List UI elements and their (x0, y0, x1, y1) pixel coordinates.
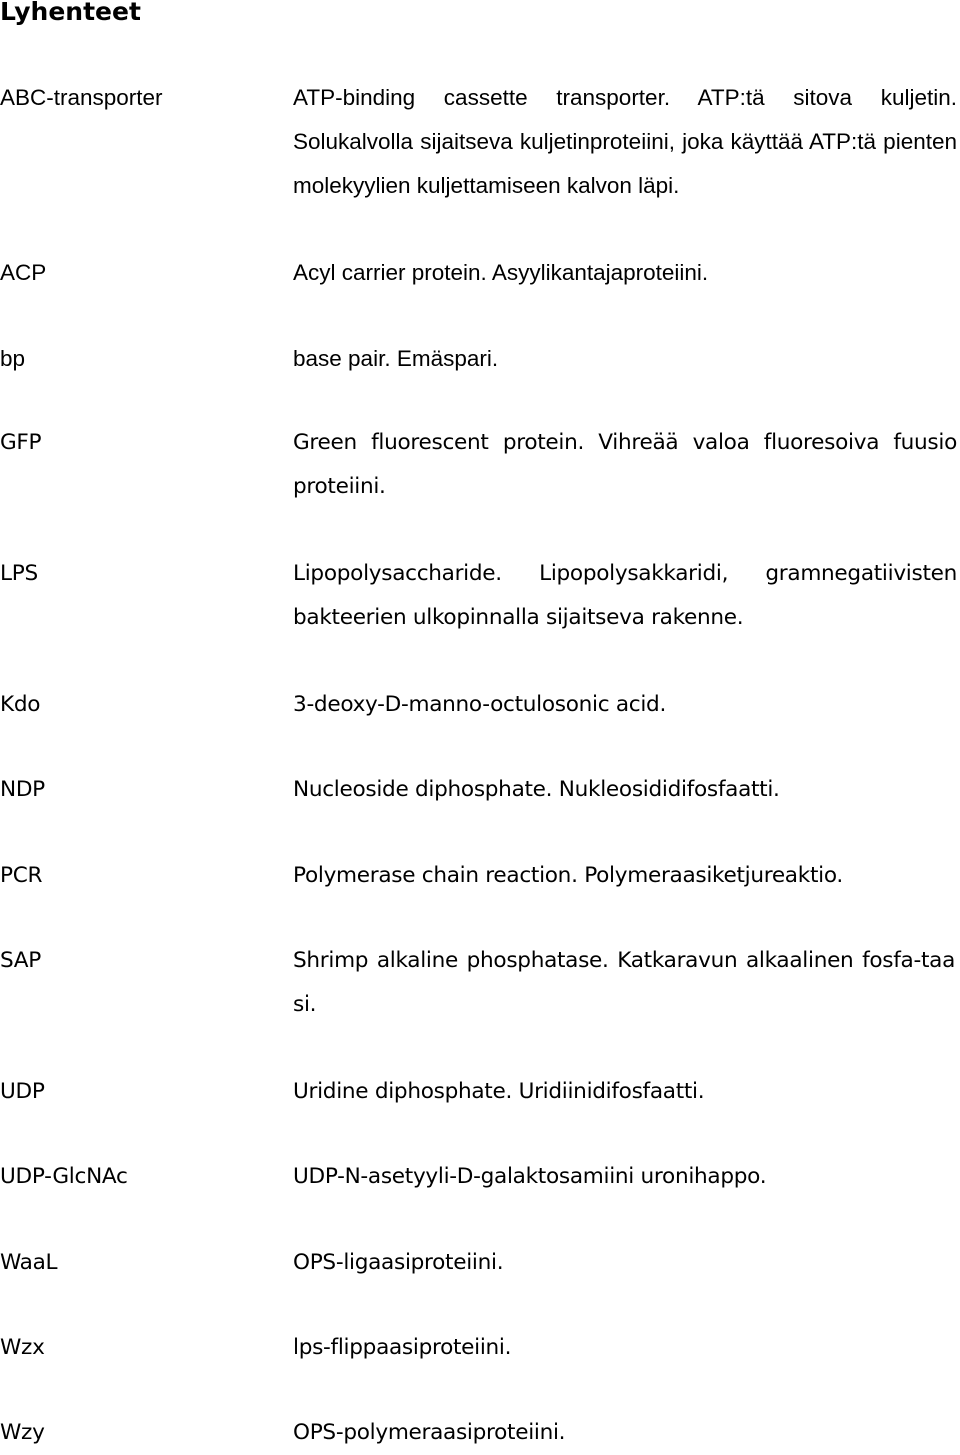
term-sap: SAP (0, 948, 42, 973)
definition-lps: Lipopolysaccharide. Lipopolysakkaridi, gramnegatiivisten bakteerien ulkopinnalla sijaitseva rakenne. (293, 561, 957, 630)
definition-udp: Uridine diphosphate. Uridiinidifosfaatti. (293, 1079, 705, 1104)
term-gfp: GFP (0, 430, 42, 455)
definition-gfp: Green fluorescent protein. Vihreää valoa fluoresoiva fuusio proteiini. (293, 430, 957, 499)
term-udp-glcnac: UDP-GlcNAc (0, 1164, 128, 1189)
term-wzy: Wzy (0, 1420, 45, 1445)
definition-acp: Acyl carrier protein. Asyylikantajaproteiini. (293, 260, 709, 285)
term-acp: ACP (0, 260, 47, 285)
term-abc-transporter: ABC-transporter (0, 85, 163, 110)
term-pcr: PCR (0, 863, 43, 888)
definition-sap: Shrimp alkaline phosphatase. Katkaravun alkaalinen fosfa-taasi. (293, 948, 955, 1017)
definition-wzy: OPS-polymeraasiproteiini. (293, 1420, 566, 1445)
definition-udp-glcnac: UDP-N-asetyyli-D-galaktosamiini uronihappo. (293, 1164, 767, 1189)
term-udp: UDP (0, 1079, 45, 1104)
definition-ndp: Nucleoside diphosphate. Nukleosididifosfaatti. (293, 777, 780, 802)
definition-pcr: Polymerase chain reaction. Polymeraasiketjureaktio. (293, 863, 843, 888)
definition-wzx: lps-flippaasiproteiini. (293, 1335, 512, 1360)
term-lps: LPS (0, 561, 38, 586)
definition-abc-transporter: ATP-binding cassette transporter. ATP:tä sitova kuljetin. Solukalvolla sijaitseva kuljetinproteiini, joka käyttää ATP:tä pienten molekyylien kuljettamiseen kalvon läpi. (293, 85, 957, 198)
term-wzx: Wzx (0, 1335, 45, 1360)
definition-kdo: 3-deoxy-D-manno-octulosonic acid. (293, 692, 667, 717)
page-title: Lyhenteet (0, 0, 141, 26)
term-kdo: Kdo (0, 692, 41, 717)
definition-bp: base pair. Emäspari. (293, 346, 499, 371)
term-bp: bp (0, 346, 26, 371)
definition-waal: OPS-ligaasiproteiini. (293, 1250, 504, 1275)
term-ndp: NDP (0, 777, 45, 802)
term-waal: WaaL (0, 1250, 58, 1275)
